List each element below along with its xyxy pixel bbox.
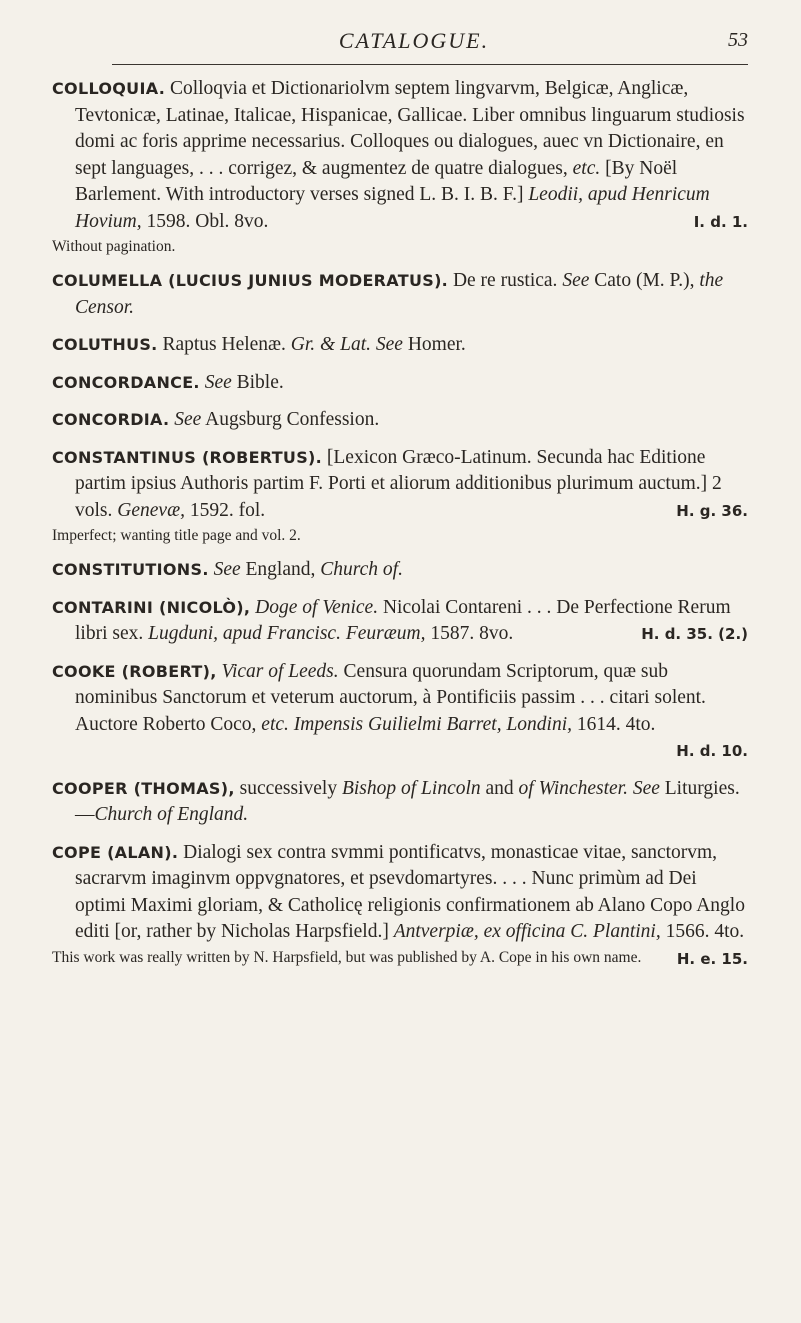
headword: CONCORDIA. — [52, 410, 170, 429]
see-reference: See — [174, 409, 202, 430]
see-reference: See — [204, 371, 232, 393]
see-reference: See — [562, 270, 590, 291]
page-number: 53 — [728, 29, 748, 51]
entry-text: Raptus Helenæ. — [162, 334, 286, 355]
entry-text: [By Noël Barlement. With introductory verses signed L. B. I. B. F.] — [75, 157, 678, 205]
headword: COOPER (THOMAS), — [52, 778, 235, 798]
imprint: Antverpiæ, ex officina C. Plantini, — [393, 921, 661, 942]
entry-etc: etc. — [261, 713, 289, 735]
title-role: of Winchester. — [518, 777, 628, 799]
entry-text: Cato (M. P.), — [594, 270, 695, 291]
headword: COOKE (ROBERT), — [52, 661, 217, 681]
headword: CONCORDANCE. — [52, 372, 200, 392]
imprint: Lugduni, apud Francisc. Feuræum, — [148, 623, 426, 644]
entry-note: This work was really written by N. Harpsfield, but was published by A. Cope in his own name. — [52, 948, 642, 966]
entry-text: [Lexicon Græco-Latinum. Secunda hac Editione partim ipsius Authoris partim F. Porti et aliorum additionibus plurimum auctum.] 2 vols. — [75, 446, 722, 521]
entry-text: successively — [239, 777, 338, 799]
title-role: Bishop of Lincoln — [341, 777, 481, 799]
entry-cooper — [52, 776, 748, 829]
cross-reference: the Censor. — [75, 270, 724, 318]
header-rule — [112, 64, 748, 65]
entry-note: Without pagination. — [52, 238, 176, 255]
entry-constantinus — [52, 445, 748, 547]
headword: COLLOQUIA. — [52, 79, 166, 98]
headword: COLUTHUS. — [52, 335, 158, 354]
entry-concordia — [52, 407, 748, 434]
entry-columella — [52, 268, 748, 321]
shelfmark: H. e. 15. — [676, 949, 748, 968]
language: Gr. & Lat. — [290, 334, 371, 355]
entry-contarini — [52, 595, 748, 648]
shelfmark: H. d. 35. (2.) — [641, 625, 748, 643]
shelfmark-line — [75, 738, 748, 765]
headword: COLUMELLA (LUCIUS JUNIUS MODERATUS). — [52, 271, 449, 290]
shelfmark: I. d. 1. — [693, 212, 748, 231]
entry-text: Nicolai Contareni . . . De Perfectione Rerum libri sex. — [75, 596, 731, 644]
entry-text: Bible. — [236, 371, 284, 393]
entry-text: De re rustica. — [452, 270, 558, 291]
imprint: Leodii, apud Henricum Hovium, — [75, 184, 710, 232]
entry-text: England, — [245, 559, 316, 580]
running-header — [80, 28, 748, 62]
imprint: Impensis Guilielmi Barret, Londini, — [293, 713, 573, 735]
headword: CONSTANTINUS (ROBERTUS). — [52, 447, 323, 467]
entry-coluthus — [52, 332, 748, 359]
imprint: Genevæ, — [117, 499, 185, 521]
entry-constitutions — [52, 557, 748, 584]
date-format: 1566. 4to. — [665, 921, 745, 942]
entry-cope — [52, 840, 748, 968]
entry-note: Imperfect; wanting title page and vol. 2. — [52, 527, 301, 544]
date-format: 1614. 4to. — [576, 713, 656, 735]
cross-reference: Church of. — [320, 559, 403, 580]
entry-cooke — [52, 659, 748, 765]
entry-text: Dialogi sex contra svmmi pontificatvs, monasticae vitae, sanctorvm, sacrarvm imaginvm oppvgnatores, et psevdomartyres. . . . Nunc primùm ad Dei optimi Maximi gloriam, & Catholicę religionis confirmationem ab Alano Copo Anglo editi [or, rather by Nicholas Harpsfield.] — [75, 841, 745, 942]
entry-text: Censura quorundam Scriptorum, quæ sub nominibus Sanctorum et veterum auctorum, à Pontificiis passim . . . citari solent. Auctore Roberto Coco, — [75, 660, 706, 735]
date-format: 1598. Obl. 8vo. — [146, 210, 269, 232]
see-reference: See — [632, 777, 660, 799]
entry-text: Homer. — [407, 334, 466, 355]
entry-text: Colloqvia et Dictionariolvm septem lingvarvm, Belgicæ, Anglicæ, Tevtonicæ, Latinae, Italicae, Hispanicae, Gallicae. Liber omnibus linguarum studiosis domi ac foris apprime necessarius. Colloques ou dialogues, auec vn Dictionaire, en sept languages, . . . corrigez, & augmentez de quatre dialogues, — [75, 78, 745, 179]
shelfmark: H. d. 10. — [676, 742, 748, 760]
entry-text: Liturgies.— — [75, 777, 740, 825]
title-role: Vicar of Leeds. — [221, 660, 339, 682]
date-format: 1592. fol. — [189, 499, 266, 521]
entry-etc: etc. — [572, 157, 601, 179]
see-reference: See — [375, 334, 403, 355]
shelfmark: H. g. 36. — [676, 501, 748, 520]
headword: COPE (ALAN). — [52, 842, 179, 862]
date-format: 1587. 8vo. — [430, 623, 514, 644]
title-role: Doge of Venice. — [255, 596, 379, 618]
entry-text: and — [485, 777, 514, 799]
entry-colloquia — [52, 76, 748, 257]
running-title: CATALOGUE. — [338, 28, 490, 53]
see-reference: See — [213, 559, 241, 580]
entry-text: Augsburg Confession. — [205, 409, 380, 430]
headword: CONTARINI (NICOLÒ), — [52, 597, 251, 617]
catalogue-entries — [52, 76, 748, 979]
cross-reference: Church of England. — [94, 804, 249, 825]
headword: CONSTITUTIONS. — [52, 560, 209, 579]
entry-concordance — [52, 370, 748, 397]
